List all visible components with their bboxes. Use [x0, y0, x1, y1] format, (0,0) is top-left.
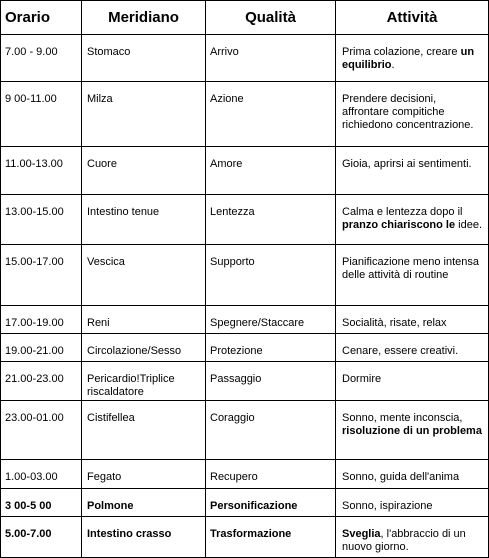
header-orario: Orario: [1, 1, 82, 35]
attivita-tail-text: , l'abbraccio di un nuovo giorno.: [342, 528, 466, 553]
table-row: [1, 195, 489, 245]
table-row: [1, 460, 489, 489]
attivita-text: Sonno, guida dell'anima: [342, 471, 460, 483]
attivita-cell: [336, 362, 489, 401]
meridiano-cell: Milza: [82, 82, 206, 147]
qualita-cell: Arrivo: [206, 35, 336, 82]
table-row: [1, 334, 489, 362]
meridiano-cell: Intestino tenue: [82, 195, 206, 245]
attivita-text: Gioia, aprirsi ai sentimenti.: [342, 158, 472, 170]
meridiano-cell: Cistifellea: [82, 401, 206, 460]
orario-cell: 21.00-23.00: [1, 362, 82, 401]
orario-cell: 9 00-11.00: [1, 82, 82, 147]
attivita-tail-text: idee.: [455, 219, 483, 231]
attivita-text: Socialità, risate, relax: [342, 317, 447, 329]
attivita-text: Cenare, essere creativi.: [342, 345, 459, 357]
meridiano-cell: Stomaco: [82, 35, 206, 82]
attivita-cell: [336, 460, 489, 489]
table-row: [1, 401, 489, 460]
header-attivita: Attività: [336, 1, 489, 35]
attivita-text: Pianificazione meno intensa delle attività di routine: [342, 256, 479, 281]
orario-cell: 13.00-15.00: [1, 195, 82, 245]
qualita-cell: Lentezza: [206, 195, 336, 245]
header-qualita: Qualità: [206, 1, 336, 35]
qualita-cell: Personificazione: [206, 489, 336, 517]
orario-cell: 19.00-21.00: [1, 334, 82, 362]
header-meridiano: Meridiano: [82, 1, 206, 35]
attivita-cell: [336, 147, 489, 195]
qualita-cell: Recupero: [206, 460, 336, 489]
qualita-cell: Spegnere/Staccare: [206, 306, 336, 334]
orario-cell: 15.00-17.00: [1, 245, 82, 306]
table-row: [1, 245, 489, 306]
attivita-cell: [336, 82, 489, 147]
orario-cell: 7.00 - 9.00: [1, 35, 82, 82]
orario-cell: 17.00-19.00: [1, 306, 82, 334]
table-row: [1, 147, 489, 195]
attivita-text: Dormire: [342, 373, 382, 385]
meridiano-cell: Pericardio!Triplice riscaldatore: [82, 362, 206, 401]
table-row: [1, 35, 489, 82]
attivita-cell: [336, 517, 489, 558]
qualita-cell: Azione: [206, 82, 336, 147]
qualita-cell: Protezione: [206, 334, 336, 362]
meridiano-cell: Polmone: [82, 489, 206, 517]
attivita-bold-text: risoluzione di un problema: [342, 425, 482, 437]
meridiano-cell: Cuore: [82, 147, 206, 195]
meridiano-cell: Circolazione/Sesso: [82, 334, 206, 362]
attivita-text: Sonno, mente inconscia,: [342, 412, 463, 424]
attivita-cell: [336, 306, 489, 334]
qualita-cell: Coraggio: [206, 401, 336, 460]
orario-cell: 23.00-01.00: [1, 401, 82, 460]
orario-cell: 3 00-5 00: [1, 489, 82, 517]
attivita-bold-text: pranzo chiariscono le: [342, 219, 456, 231]
attivita-bold-text: un equilibrio: [342, 46, 475, 71]
attivita-cell: [336, 489, 489, 517]
attivita-bold-text: Sveglia: [342, 528, 381, 540]
table-row: [1, 517, 489, 558]
table-row: [1, 82, 489, 147]
attivita-cell: [336, 195, 489, 245]
qualita-cell: Trasformazione: [206, 517, 336, 558]
attivita-text: Sonno, ispirazione: [342, 500, 433, 512]
attivita-cell: [336, 334, 489, 362]
attivita-cell: [336, 245, 489, 306]
table-row: [1, 362, 489, 401]
meridiano-cell: Reni: [82, 306, 206, 334]
orario-cell: 1.00-03.00: [1, 460, 82, 489]
attivita-cell: [336, 35, 489, 82]
table-row: [1, 489, 489, 517]
qualita-cell: Amore: [206, 147, 336, 195]
orario-cell: 5.00-7.00: [1, 517, 82, 558]
meridiano-cell: Vescica: [82, 245, 206, 306]
meridiano-cell: Fegato: [82, 460, 206, 489]
header-row: [1, 1, 489, 35]
attivita-tail-text: .: [391, 59, 395, 71]
attivita-text: Prendere decisioni, affrontare compitiche richiedono concentrazione.: [342, 93, 474, 131]
meridiano-cell: Intestino crasso: [82, 517, 206, 558]
orario-cell: 11.00-13.00: [1, 147, 82, 195]
attivita-text: Prima colazione, creare: [342, 46, 461, 58]
qualita-cell: Passaggio: [206, 362, 336, 401]
qualita-cell: Supporto: [206, 245, 336, 306]
attivita-text: Calma e lentezza dopo il: [342, 206, 463, 218]
attivita-cell: [336, 401, 489, 460]
table-row: [1, 306, 489, 334]
